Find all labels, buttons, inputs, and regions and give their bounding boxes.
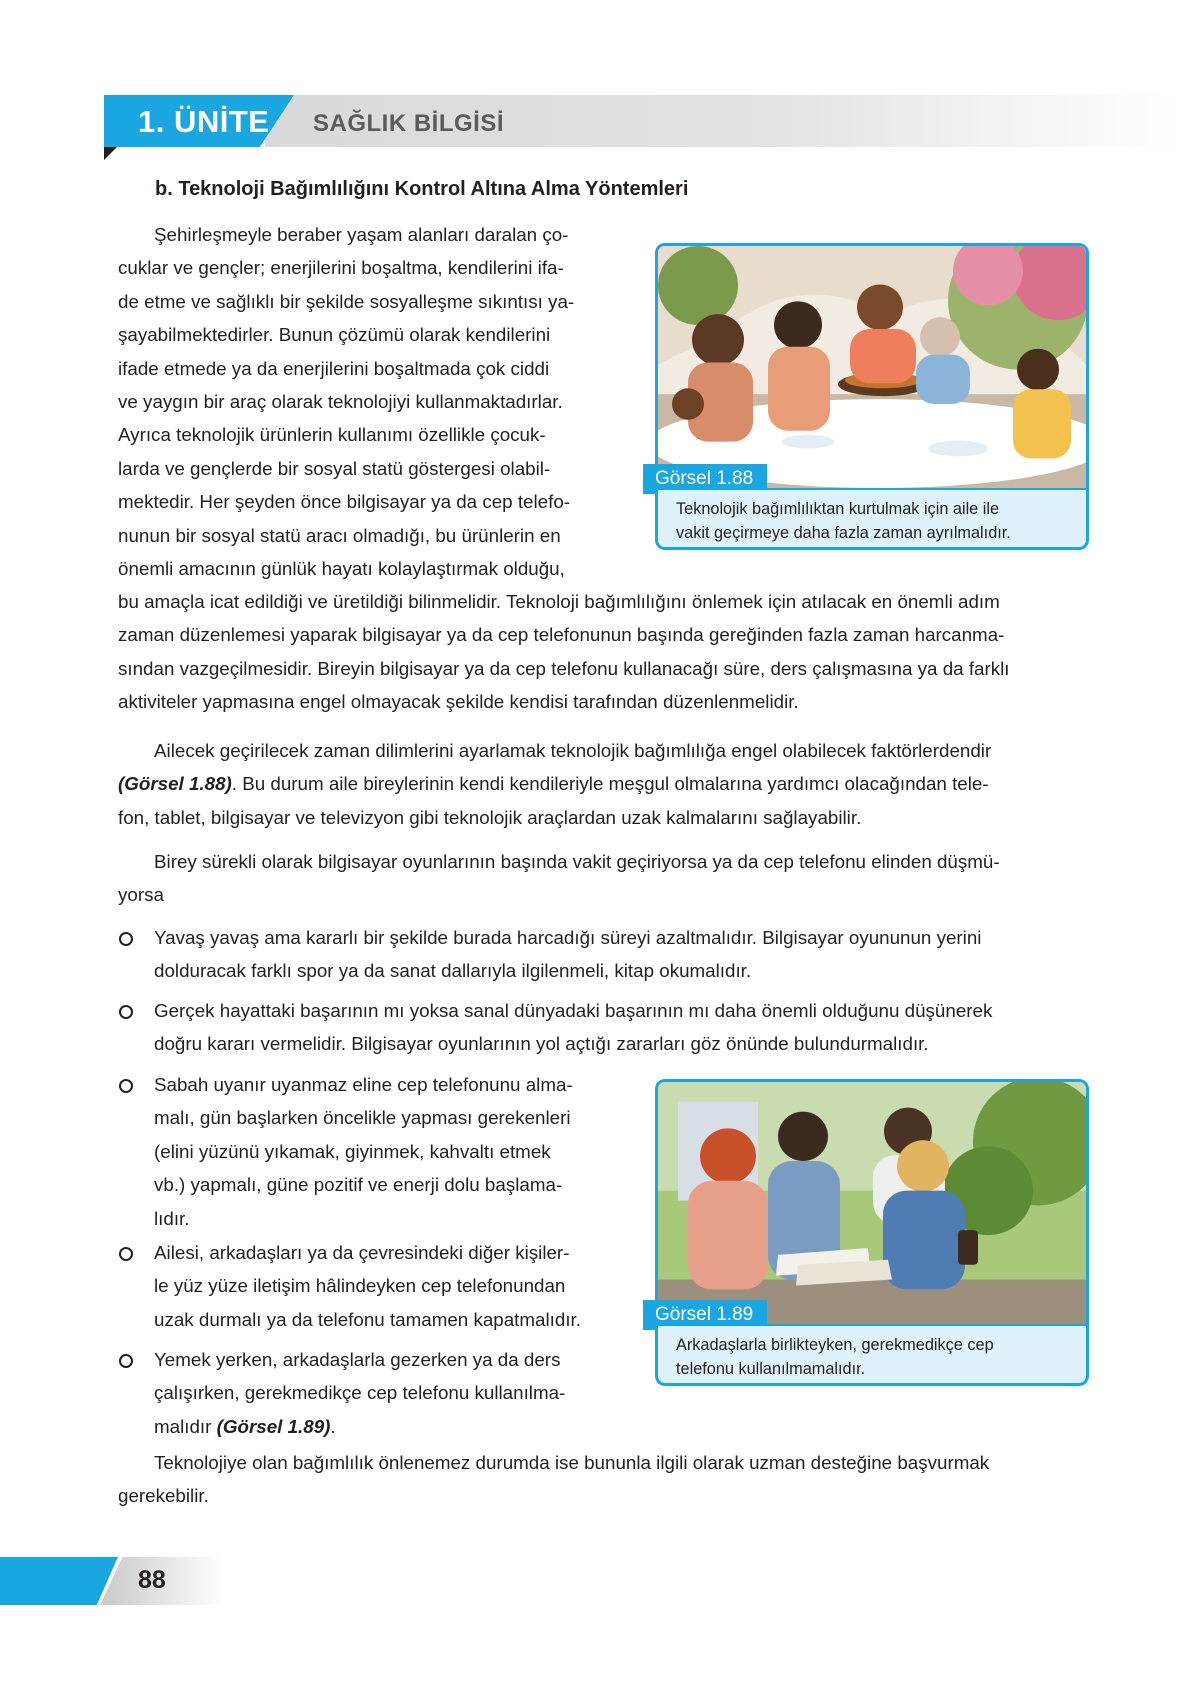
caption-line: Arkadaşlarla birlikteyken, gerekmedikçe cep [676, 1336, 994, 1354]
bullet-item [154, 1343, 624, 1443]
text-line: Gerçek hayattaki başarının mı yoksa sanal dünyadaki başarının mı daha önemli olduğunu düşünerek [154, 1000, 993, 1021]
figure-label: Görsel 1.89 [643, 1300, 767, 1330]
figure-friends-reading [655, 1079, 1089, 1386]
text-line: şayabilmektedirler. Bunun çözümü olarak kendilerini [118, 324, 551, 346]
friends-reading-illustration [658, 1082, 1086, 1324]
figure-family-dinner [655, 243, 1089, 550]
figure-reference: (Görsel 1.88) [118, 773, 232, 795]
text-line [154, 1410, 624, 1443]
bullet-circle-icon [119, 932, 133, 946]
text-segment: . [330, 1415, 336, 1437]
text-line: Ailesi, arkadaşları ya da çevresindeki diğer kişiler- [154, 1242, 570, 1263]
text-line [118, 767, 1096, 800]
page-number: 88 [138, 1566, 166, 1594]
text-line: çalışırken, gerekmedikçe cep telefonu kullanılma- [154, 1382, 566, 1404]
paragraph-family-time [118, 734, 1096, 834]
unit-badge-corner [104, 147, 117, 160]
bullet-item [154, 921, 1096, 988]
text-segment: malıdır [154, 1415, 217, 1437]
bullet-item [154, 1236, 624, 1336]
text-line: Yemek yerken, arkadaşlarla gezerken ya da ders [154, 1349, 561, 1370]
section-title: b. Teknoloji Bağımlılığını Kontrol Altına Alma Yöntemleri [155, 178, 689, 200]
text-line: Yavaş yavaş ama kararlı bir şekilde burada harcadığı süreyi azaltmalıdır. Bilgisayar oyununun yerini [154, 927, 982, 948]
text-line: önemli amacının günlük hayatı kolaylaştırmak olduğu, [118, 558, 565, 580]
bullet-item [154, 1068, 624, 1235]
text-line: cuklar ve gençler; enerjilerini boşaltma, kendilerini ifa- [118, 257, 564, 279]
bullet-circle-icon [119, 1247, 133, 1261]
text-line: ifade etmede ya da enerjilerini boşaltmada çok ciddi [118, 357, 550, 379]
bullet-circle-icon [119, 1079, 133, 1093]
text-line: malı, gün başlarken öncelikle yapması gerekenleri [154, 1107, 571, 1129]
text-line: zaman düzenlemesi yaparak bilgisayar ya da cep telefonunun başında gereğinden fazla zaman harcanma- [118, 624, 1005, 646]
caption-line: telefonu kullanılmamalıdır. [676, 1360, 866, 1378]
text-line: ve yaygın bir araç olarak teknolojiyi kullanmaktadırlar. [118, 391, 563, 413]
text-line: larda ve gençlerde bir sosyal statü göstergesi olabil- [118, 457, 551, 479]
text-line: gerekebilir. [118, 1485, 209, 1507]
text-line: sından vazgeçilmesidir. Bireyin bilgisayar ya da cep telefonu kullanacağı süre, ders çalışmasına ya da farklı [118, 657, 1010, 679]
text-line: Ayrıca teknolojik ürünlerin kullanımı özellikle çocuk- [118, 424, 546, 446]
text-line: lıdır. [154, 1207, 190, 1229]
caption-line: vakit geçirmeye daha fazla zaman ayrılmalıdır. [676, 524, 1011, 542]
paragraph-conclusion [118, 1446, 1096, 1513]
paragraph-condition [118, 845, 1096, 912]
friends-reading-photo [655, 1079, 1089, 1327]
text-segment: . Bu durum aile bireylerinin kendi kendileriyle meşgul olmalarına yardımcı olacağından tele- [231, 773, 989, 795]
text-line: nunun bir sosyal statü aracı olmadığı, bu ürünlerin en [118, 524, 561, 546]
figure-caption [655, 490, 1089, 550]
text-line: le yüz yüze iletişim hâlindeyken cep telefonundan [154, 1275, 566, 1297]
bullet-item [154, 994, 1096, 1061]
text-line: doğru kararı vermelidir. Bilgisayar oyunlarının yol açtığı zararları göz önünde bulundurmalıdır. [154, 1033, 929, 1055]
text-line: bu amaçla icat edildiği ve üretildiği bilinmelidir. Teknoloji bağımlılığını önlemek için atılacak en önemli adım [118, 591, 1000, 612]
figure-caption [655, 1326, 1089, 1386]
paragraph-intro [118, 218, 624, 585]
unit-label: 1. ÜNİTE [138, 104, 270, 139]
family-dinner-photo [655, 243, 1089, 491]
text-line: vb.) yapmalı, güne pozitif ve enerji dolu başlama- [154, 1174, 563, 1196]
text-line: Teknolojiye olan bağımlılık önlenemez durumda ise bununla ilgili olarak uzman desteğine başvurmak [154, 1452, 990, 1473]
text-line: de etme ve sağlıklı bir şekilde sosyalleşme sıkıntısı ya- [118, 290, 575, 312]
text-line: Ailecek geçirilecek zaman dilimlerini ayarlamak teknolojik bağımlılığa engel olabilecek faktörlerdendir [154, 740, 992, 761]
figure-reference: (Görsel 1.89) [216, 1415, 331, 1437]
text-line: fon, tablet, bilgisayar ve televizyon gibi teknolojik araçlardan uzak kalmalarını sağlayabilir. [118, 806, 862, 828]
text-line: Birey sürekli olarak bilgisayar oyunlarının başında vakit geçiriyorsa ya da cep telefonu elinden düşmü- [154, 851, 1000, 872]
bullet-circle-icon [119, 1005, 133, 1019]
footer-accent [0, 1557, 118, 1605]
paragraph-intro-cont [118, 585, 1096, 719]
text-line: Sabah uyanır uyanmaz eline cep telefonunu alma- [154, 1074, 573, 1095]
text-line: dolduracak farklı spor ya da sanat dallarıyla ilgilenmeli, kitap okumalıdır. [154, 960, 752, 982]
caption-line: Teknolojik bağımlılıktan kurtulmak için aile ile [676, 500, 1000, 518]
family-dinner-illustration [658, 246, 1086, 488]
text-line: uzak durmalı ya da telefonu tamamen kapatmalıdır. [154, 1308, 581, 1330]
text-line: aktiviteler yapmasına engel olmayacak şekilde kendisi tarafından düzenlenmelidir. [118, 691, 799, 713]
figure-label: Görsel 1.88 [643, 464, 767, 494]
text-line: Şehirleşmeyle beraber yaşam alanları daralan ço- [154, 224, 569, 245]
text-line: mektedir. Her şeyden önce bilgisayar ya da cep telefo- [118, 491, 571, 513]
subject-label: SAĞLIK BİLGİSİ [313, 110, 505, 137]
bullet-circle-icon [119, 1354, 133, 1368]
text-line: (elini yüzünü yıkamak, giyinmek, kahvaltı etmek [154, 1140, 551, 1162]
text-line: yorsa [118, 884, 164, 906]
